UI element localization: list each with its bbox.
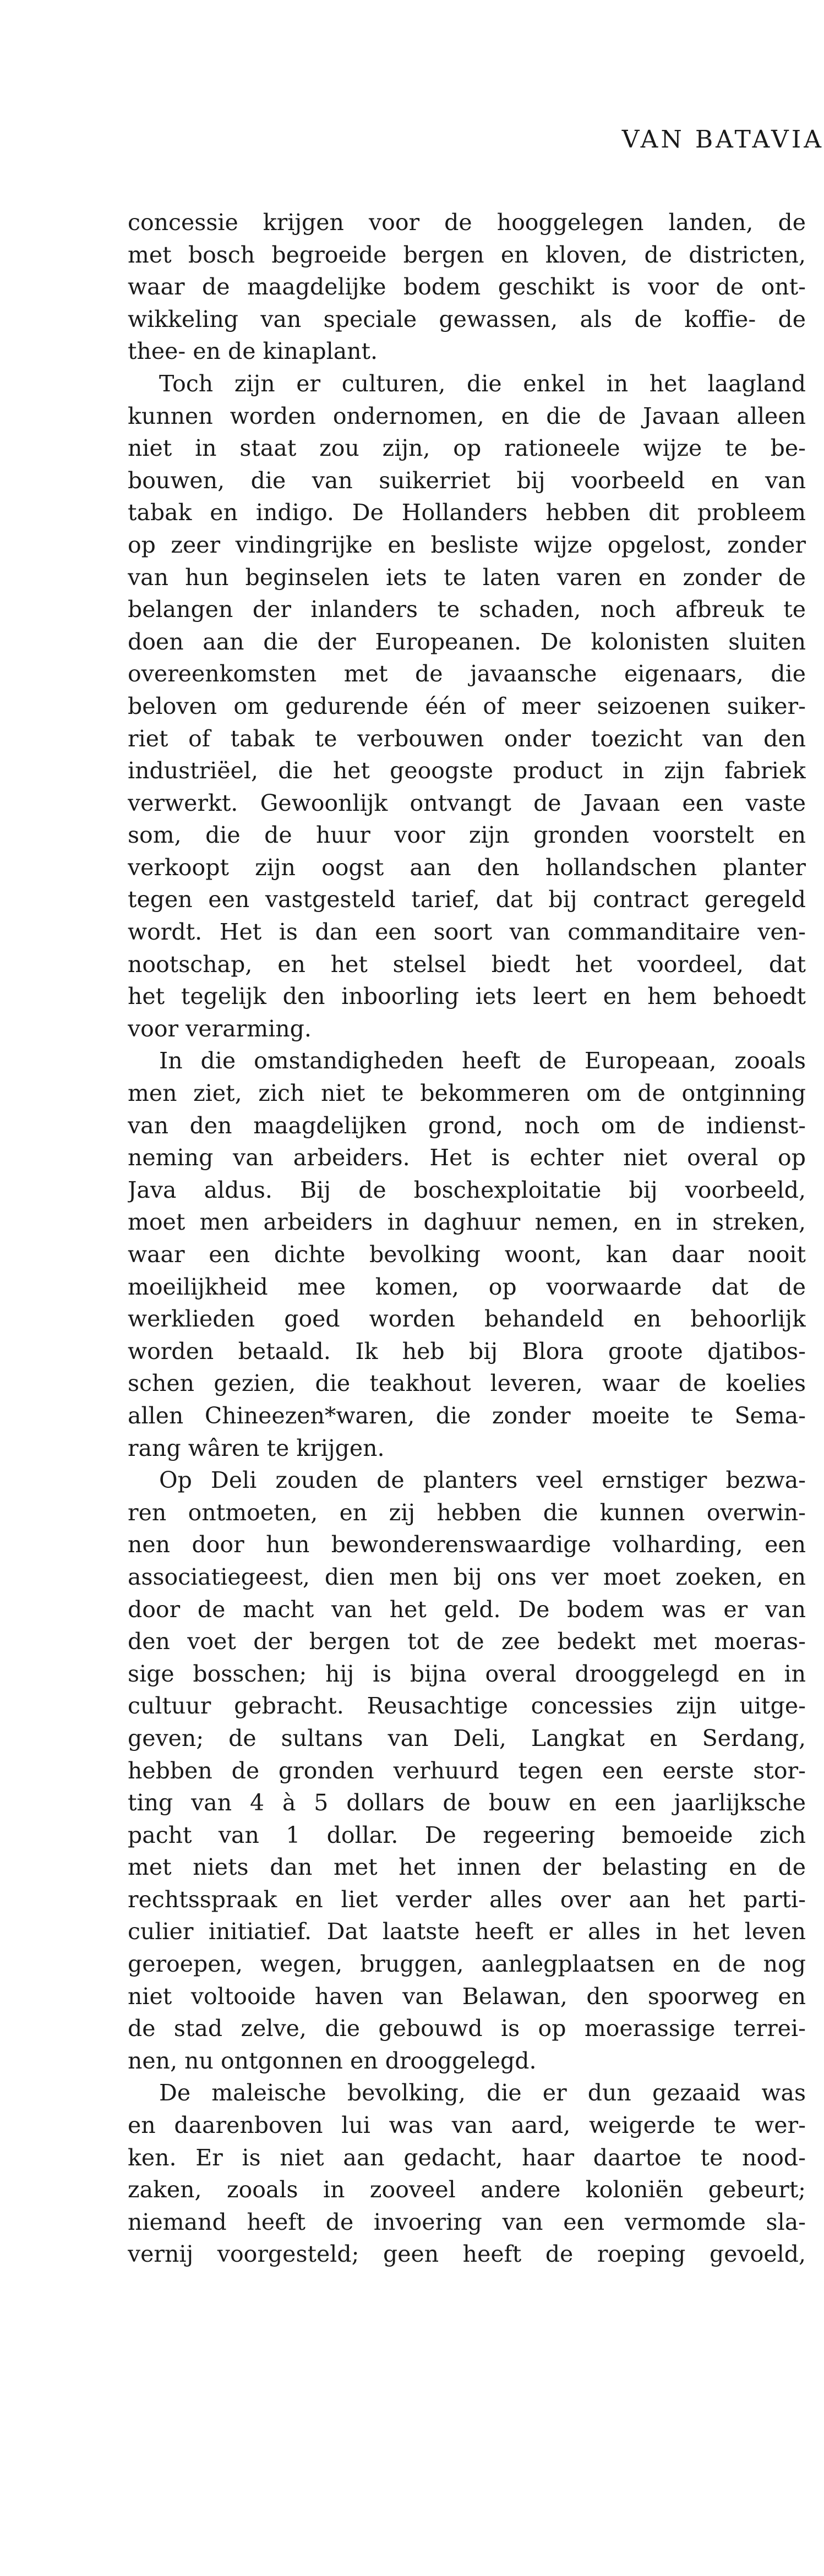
text-line: tegen een vastgesteld tarief, dat bij contract geregeld	[128, 886, 806, 913]
text-line: hebben de gronden verhuurd tegen een eerste stor-	[128, 1757, 806, 1784]
text-line: door de macht van het geld. De bodem was er van	[128, 1596, 806, 1623]
text-line: thee- en de kinaplant.	[128, 338, 378, 365]
text-line: men ziet, zich niet te bekommeren om de ontginning	[128, 1080, 806, 1107]
text-line: Toch zijn er culturen, die enkel in het laagland	[159, 370, 806, 397]
text-line: nootschap, en het stelsel biedt het voordeel, dat	[128, 951, 806, 978]
text-line: neming van arbeiders. Het is echter niet overal op	[128, 1144, 806, 1171]
text-line: geroepen, wegen, bruggen, aanlegplaatsen en de nog	[128, 1951, 806, 1978]
text-line: Java aldus. Bij de boschexploitatie bij voorbeeld,	[128, 1176, 806, 1203]
text-line: geven; de sultans van Deli, Langkat en Serdang,	[128, 1724, 806, 1751]
text-line: niet voltooide haven van Belawan, den spoorweg en	[128, 1983, 806, 2010]
text-line: concessie krijgen voor de hooggelegen landen, de	[128, 209, 806, 236]
text-line: de stad zelve, die gebouwd is op moerassige terrei-	[128, 2015, 806, 2042]
running-head: VAN BATAVIA	[621, 125, 824, 154]
text-line: met niets dan met het innen der belasting en de	[128, 1854, 806, 1881]
text-line: niet in staat zou zijn, op rationeele wijze te be-	[128, 435, 806, 462]
text-line: zaken, zooals in zooveel andere koloniën gebeurt;	[128, 2176, 806, 2203]
text-line: pacht van 1 dollar. De regeering bemoeide zich	[128, 1821, 806, 1848]
text-line: den voet der bergen tot de zee bedekt met moeras-	[128, 1628, 806, 1655]
text-line: met bosch begroeide bergen en kloven, de districten,	[128, 241, 806, 268]
text-line: industriëel, die het geoogste product in zijn fabriek	[128, 757, 806, 784]
text-line: tabak en indigo. De Hollanders hebben dit probleem	[128, 499, 806, 526]
text-line: verkoopt zijn oogst aan den hollandschen planter	[128, 854, 806, 881]
text-line: De maleische bevolking, die er dun gezaaid was	[159, 2080, 806, 2106]
text-line: wikkeling van speciale gewassen, als de koffie- de	[128, 305, 806, 332]
text-line: kunnen worden ondernomen, en die de Javaan alleen	[128, 402, 806, 429]
text-line: cultuur gebracht. Reusachtige concessies zijn uitge-	[128, 1693, 806, 1720]
text-line: schen gezien, die teakhout leveren, waar de koelies	[128, 1370, 806, 1397]
text-line: culier initiatief. Dat laatste heeft er alles in het leven	[128, 1918, 806, 1945]
text-line: rang wâren te krijgen.	[128, 1434, 385, 1461]
text-line: sige bosschen; hij is bijna overal drooggelegd en in	[128, 1660, 806, 1687]
text-line: worden betaald. Ik heb bij Blora groote djatibos-	[128, 1338, 806, 1365]
text-line: nen door hun bewonderenswaardige volharding, een	[128, 1531, 806, 1558]
text-line: waar de maagdelijke bodem geschikt is voor de ont-	[128, 274, 806, 301]
text-line: niemand heeft de invoering van een vermomde sla-	[128, 2208, 806, 2235]
text-line: moeilijkheid mee komen, op voorwaarde dat de	[128, 1273, 806, 1300]
text-line: van hun beginselen iets te laten varen en zonder de	[128, 564, 806, 591]
body-text	[128, 206, 806, 2271]
text-line: In die omstandigheden heeft de Europeaan, zooals	[159, 1047, 806, 1074]
text-line: op zeer vindingrijke en besliste wijze opgelost, zonder	[128, 531, 806, 558]
text-line: belangen der inlanders te schaden, noch afbreuk te	[128, 596, 806, 623]
text-line: bouwen, die van suikerriet bij voorbeeld en van	[128, 467, 806, 494]
text-line: voor verarming.	[128, 1015, 312, 1042]
text-line: en daarenboven lui was van aard, weigerde te wer-	[128, 2112, 806, 2139]
text-line: associatiegeest, dien men bij ons ver moet zoeken, en	[128, 1563, 806, 1590]
text-line: wordt. Het is dan een soort van commanditaire ven-	[128, 919, 806, 946]
text-line: nen, nu ontgonnen en drooggelegd.	[128, 2047, 537, 2074]
text-line: riet of tabak te verbouwen onder toezicht van den	[128, 725, 806, 752]
text-line: ting van 4 à 5 dollars de bouw en een jaarlijksche	[128, 1789, 806, 1816]
text-line: het tegelijk den inboorling iets leert en hem behoedt	[128, 983, 806, 1010]
text-line: waar een dichte bevolking woont, kan daar nooit	[128, 1241, 806, 1268]
text-line: van den maagdelijken grond, noch om de indienst-	[128, 1112, 806, 1139]
text-line: overeenkomsten met de javaansche eigenaars, die	[128, 661, 806, 687]
text-line: ken. Er is niet aan gedacht, haar daartoe te nood-	[128, 2144, 806, 2171]
text-line: werklieden goed worden behandeld en behoorlijk	[128, 1306, 806, 1333]
text-line: som, die de huur voor zijn gronden voorstelt en	[128, 822, 806, 849]
text-line: beloven om gedurende één of meer seizoenen suiker-	[128, 692, 806, 719]
text-line: vernij voorgesteld; geen heeft de roeping gevoeld,	[128, 2241, 806, 2268]
text-line: moet men arbeiders in daghuur nemen, en in streken,	[128, 1209, 806, 1236]
text-line: ren ontmoeten, en zij hebben die kunnen overwin-	[128, 1499, 806, 1526]
text-line: verwerkt. Gewoonlijk ontvangt de Javaan een vaste	[128, 789, 806, 816]
text-line: Op Deli zouden de planters veel ernstiger bezwa-	[159, 1467, 806, 1494]
text-line: allen Chineezen*waren, die zonder moeite te Sema-	[128, 1402, 806, 1429]
text-line: doen aan die der Europeanen. De kolonisten sluiten	[128, 628, 806, 655]
text-line: rechtsspraak en liet verder alles over aan het parti-	[128, 1886, 806, 1913]
